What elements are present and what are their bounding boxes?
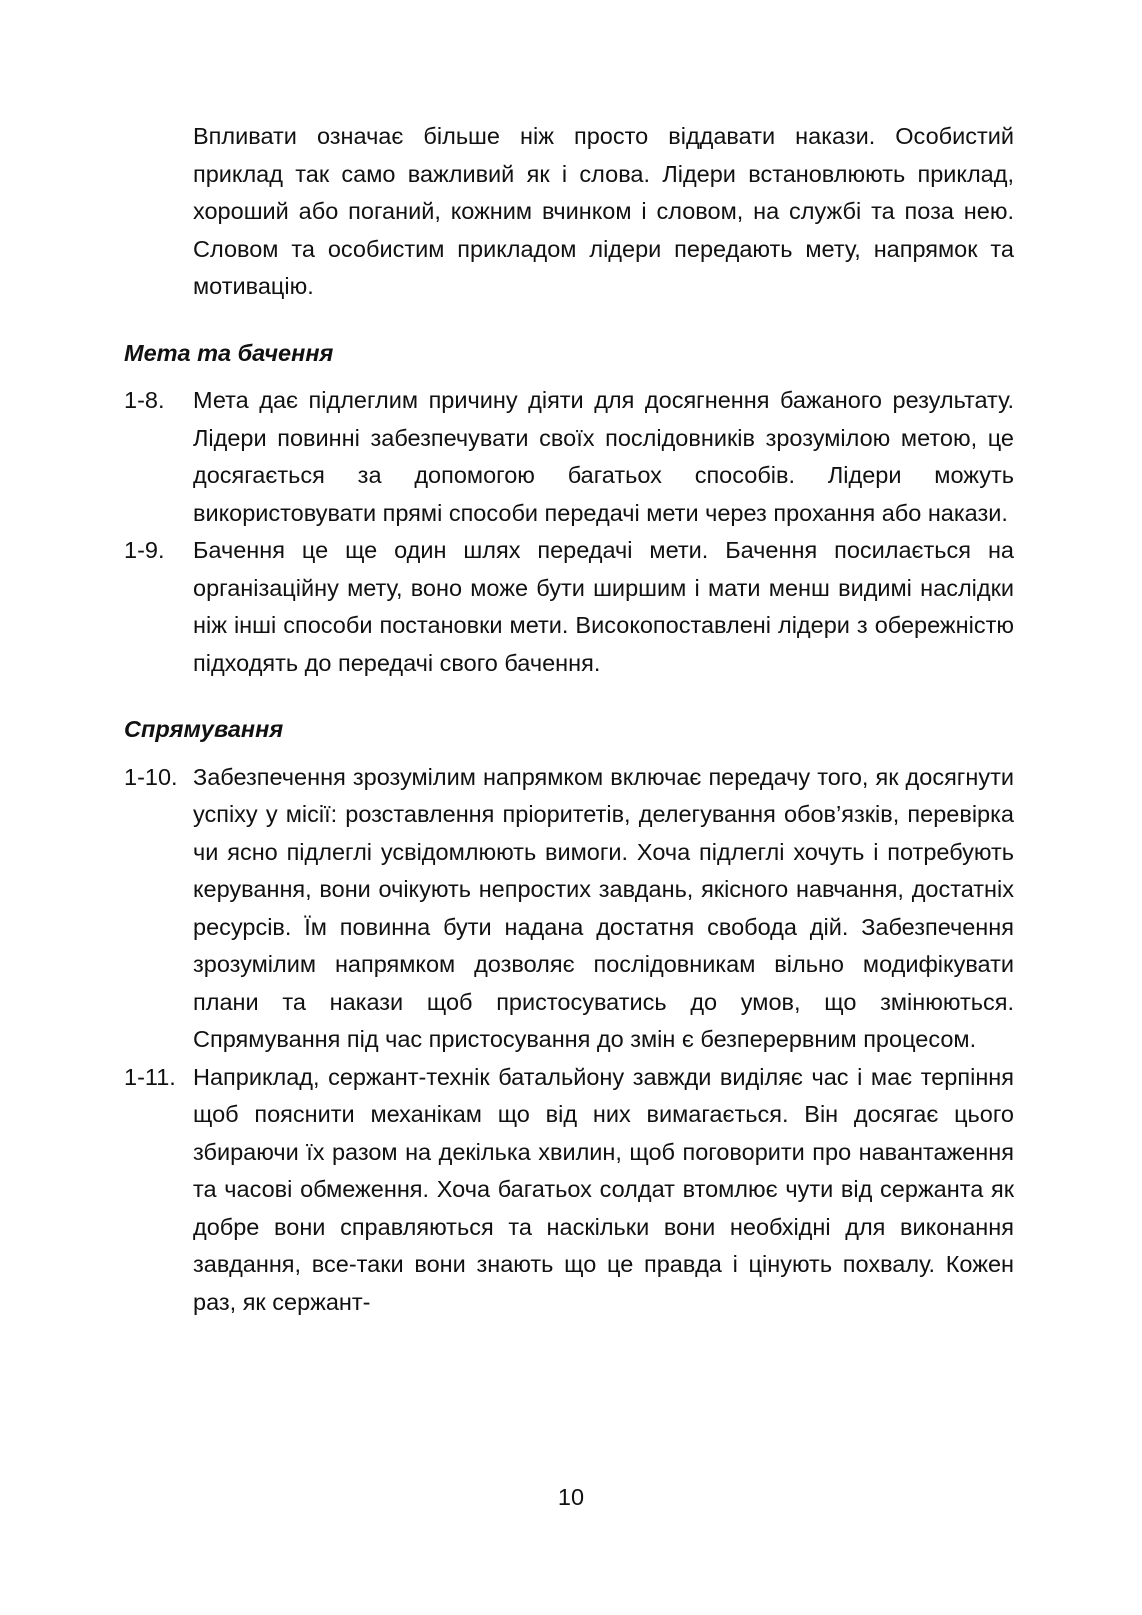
- item-text: Мета дає підлеглим причину діяти для досягнення бажаного результату. Лідери повинні забезпечувати своїх послідовників зрозумілою метою, це досягається за допомогою багатьох способів. Лідери можуть використовувати прямі способи передачі мети через прохання або накази.: [193, 387, 1014, 526]
- section-heading-purpose-vision: Мета та бачення: [124, 339, 334, 366]
- numbered-item-1-8: [124, 382, 1014, 532]
- item-text: Бачення це ще один шлях передачі мети. Бачення посилається на організаційну мету, воно може бути ширшим і мати менш видимі наслідки ніж інші способи постановки мети. Високопоставлені лідери з обережністю підходять до передачі свого бачення.: [193, 537, 1014, 676]
- intro-paragraph: Впливати означає більше ніж просто віддавати накази. Особистий приклад так само важливий як і слова. Лідери встановлюють приклад, хороший або поганий, кожним вчинком і словом, на службі та поза нею. Словом та особистим прикладом лідери передають мету, напрямок та мотивацію.: [193, 123, 1014, 299]
- item-number: 1-9.: [124, 537, 165, 563]
- item-text: Наприклад, сержант-технік батальйону завжди виділяє час і має терпіння щоб пояснити механікам що від них вимагається. Він досягає цього збираючи їх разом на декілька хвилин, щоб поговорити про навантаження та часові обмеження. Хоча багатьох солдат втомлює чути від сержанта як добре вони справляються та наскільки вони необхідні для виконання завдання, все-таки вони знають що це правда і цінують похвалу. Кожен раз, як сержант-: [193, 1063, 1014, 1315]
- item-number: 1-11.: [124, 1063, 176, 1090]
- item-number: 1-8.: [124, 387, 165, 413]
- numbered-item-1-9: [124, 532, 1014, 682]
- numbered-item-1-10: [124, 759, 1014, 1059]
- page-number: 10: [557, 1484, 585, 1510]
- numbered-item-1-11: [124, 1059, 1014, 1322]
- section-heading-direction: Спрямування: [124, 716, 284, 742]
- item-number: 1-10.: [124, 763, 178, 790]
- item-text: Забезпечення зрозумілим напрямком включає передачу того, як досягнути успіху у місії: розставлення пріоритетів, делегування обов’язків, перевірка чи ясно підлеглі усвідомлюють вимоги. Хоча підлеглі хочуть і потребують керування, вони очікують непростих завдань, якісного навчання, достатніх ресурсів. Їм повинна бути надана достатня свобода дій. Забезпечення зрозумілим напрямком дозволяє послідовникам вільно модифікувати плани та накази щоб пристосуватись до умов, що змінюються. Спрямування під час пристосування до змін є безперервним процесом.: [193, 763, 1014, 1052]
- page-body: [124, 118, 1014, 1321]
